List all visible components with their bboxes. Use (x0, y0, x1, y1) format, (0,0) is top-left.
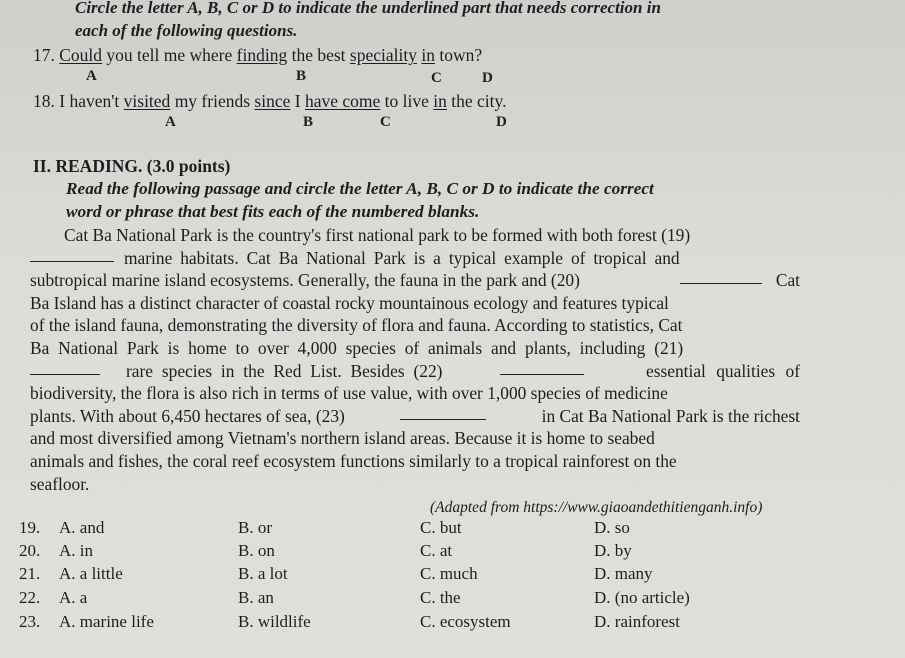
question-number: 17. (33, 45, 55, 65)
option-b: B. or (238, 518, 272, 537)
passage-line (30, 224, 800, 247)
passage-text (114, 247, 800, 270)
underlined-part-d: in (433, 91, 447, 111)
reading-instruction-2: word or phrase that best fits each of the numbered blanks. (66, 202, 480, 221)
question-text: I haven't (59, 91, 124, 111)
label-d: D (496, 114, 507, 130)
option-d: D. (no article) (594, 588, 690, 607)
passage-text: essential qualities of (646, 360, 800, 381)
option-b: B. wildlife (238, 612, 311, 631)
label-b: B (303, 114, 314, 130)
question-number: 18. (33, 91, 55, 111)
section-heading: II. READING. (3.0 points) (33, 156, 231, 176)
passage-text: animals and fishes, the coral reef ecosystem functions similarly to a tropical rainforest on the (30, 450, 677, 471)
option-a: A. and (59, 518, 105, 537)
underlined-part-b: finding (236, 45, 288, 65)
reading-passage (30, 224, 800, 495)
underlined-part-b: since (254, 91, 291, 111)
passage-text: Ba National Park is home to over 4,000 species of animals and plants, including (21) (30, 337, 684, 358)
blank-19 (30, 247, 114, 262)
label-a: A (165, 114, 176, 130)
underlined-part-a: visited (123, 91, 171, 111)
option-d: D. many (594, 564, 653, 583)
passage-text: Ba Island has a distinct character of coastal rocky mountainous ecology and features typical (30, 292, 669, 313)
passage-text: of the island fauna, demonstrating the diversity of flora and fauna. According to statistics, Cat (30, 315, 683, 336)
passage-line (30, 337, 800, 360)
option-b: B. on (238, 541, 275, 560)
passage-line (30, 314, 800, 337)
passage-text: in Cat Ba National Park is the richest (541, 405, 800, 426)
passage-line (30, 292, 800, 315)
passage-line (30, 427, 800, 450)
option-d: D. so (594, 518, 630, 537)
passage-text: biodiversity, the flora is also rich in terms of use value, with over 1,000 species of medicine (30, 383, 668, 404)
passage-line (30, 473, 800, 496)
option-a: A. marine life (59, 612, 154, 631)
question-text: my friends (170, 91, 255, 111)
question-17 (33, 45, 482, 66)
label-c: C (431, 70, 442, 86)
passage-line (30, 269, 800, 292)
option-c: C. much (420, 564, 478, 583)
question-number: 22. (19, 588, 41, 607)
passage-text: seafloor. (30, 473, 90, 494)
passage-text: plants. With about 6,450 hectares of sea, (23) (30, 405, 345, 426)
passage-text: subtropical marine island ecosystems. Generally, the fauna in the park and (20) (30, 270, 580, 291)
instruction-line-2: each of the following questions. (75, 21, 298, 40)
option-c: C. the (420, 588, 461, 607)
source-citation: (Adapted from https://www.giaoandethitienganh.info) (430, 499, 763, 516)
passage-line (30, 382, 800, 405)
question-number: 21. (19, 564, 41, 583)
passage-text: marine habitats. Cat Ba National Park is a typical example of tropical and (124, 247, 680, 268)
passage-text: and most diversified among Vietnam's northern island areas. Because it is home to seabed (30, 428, 655, 449)
question-text: I (290, 91, 305, 111)
question-text: to live (380, 91, 434, 111)
blank-21 (30, 360, 100, 375)
question-text: the best (287, 45, 350, 65)
question-text: you tell me where (102, 45, 237, 65)
underlined-part-a: Could (59, 45, 103, 65)
option-b: B. a lot (238, 564, 288, 583)
question-number: 19. (19, 518, 41, 537)
option-a: A. in (59, 541, 93, 560)
label-c: C (380, 114, 391, 130)
option-b: B. an (238, 588, 274, 607)
question-text: the city. (446, 91, 507, 111)
option-c: C. but (420, 518, 462, 537)
underlined-part-c: speciality (349, 45, 417, 65)
question-number: 20. (19, 541, 41, 560)
option-c: C. ecosystem (420, 612, 511, 631)
question-number: 23. (19, 612, 41, 631)
underlined-part-c: have come (304, 91, 381, 111)
option-d: D. rainforest (594, 612, 680, 631)
passage-line (30, 450, 800, 473)
passage-text: rare species in the Red List. Besides (22) (126, 360, 443, 381)
passage-text: Cat (775, 270, 800, 291)
instruction-line-1: Circle the letter A, B, C or D to indicate the underlined part that needs correction in (75, 0, 661, 17)
blank-20 (680, 269, 762, 284)
question-18 (33, 91, 506, 112)
reading-instruction-1: Read the following passage and circle the letter A, B, C or D to indicate the correct (66, 179, 654, 198)
option-c: C. at (420, 541, 453, 560)
label-b: B (296, 68, 307, 84)
question-text: town? (434, 45, 483, 65)
blank-23 (400, 405, 486, 420)
passage-line (30, 360, 800, 383)
option-a: A. a (59, 588, 88, 607)
label-a: A (86, 68, 97, 84)
label-d: D (482, 70, 493, 86)
option-a: A. a little (59, 564, 123, 583)
underlined-part-d: in (421, 45, 435, 65)
blank-22 (500, 360, 584, 375)
passage-line (30, 247, 800, 270)
passage-text: Cat Ba National Park is the country's first national park to be formed with both forest (19) (64, 225, 691, 245)
passage-line (30, 405, 800, 428)
option-d: D. by (594, 541, 632, 560)
